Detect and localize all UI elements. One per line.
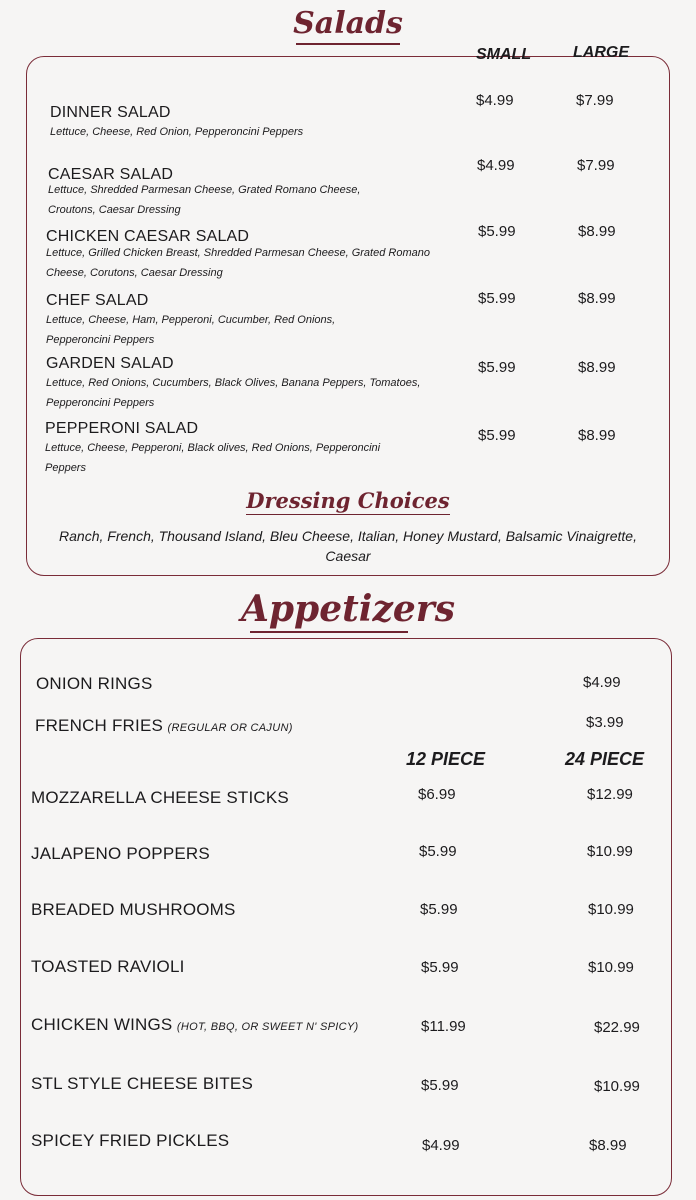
appetizer-name: ONION RINGS [36,674,153,693]
salad-description: Lettuce, Cheese, Pepperoni, Black olives, Red Onions, Pepperoncini Peppers [45,442,381,474]
salad-small-price: $5.99 [478,290,516,307]
salad-name: CHEF SALAD [46,292,149,309]
salads-title: Salads [0,6,696,41]
appetizer-name: STL STYLE CHEESE BITES [31,1074,254,1093]
appetizer-12-price: $4.99 [422,1137,460,1154]
appetizer-12-price: $5.99 [421,1077,459,1094]
salad-description: Lettuce, Shredded Parmesan Cheese, Grated Romano Cheese, Croutons, Caesar Dressing [48,184,361,216]
dressing-choices-title: Dressing Choices [246,488,450,513]
salad-small-price: $4.99 [476,92,514,109]
appetizer-name: BREADED MUSHROOMS [31,900,236,919]
salad-small-price: $5.99 [478,427,516,444]
appetizer-12-price: $11.99 [421,1018,466,1035]
appetizer-name: JALAPENO POPPERS [31,844,210,863]
salad-small-price: $5.99 [478,223,516,240]
salad-description: Lettuce, Red Onions, Cucumbers, Black Olives, Banana Peppers, Tomatoes, Pepperoncini Peppers [46,377,421,409]
appetizer-24-price: $10.99 [588,959,634,976]
salad-description: Lettuce, Cheese, Ham, Pepperoni, Cucumber, Red Onions, Pepperoncini Peppers [46,314,336,346]
salad-name: PEPPERONI SALAD [45,420,199,437]
appetizer-12-price: $5.99 [421,959,459,976]
salad-description: Lettuce, Cheese, Red Onion, Pepperoncini Peppers [50,126,304,138]
appetizer-24-price: $10.99 [594,1078,640,1095]
small-column-header: SMALL [476,46,532,63]
appetizer-price: $3.99 [586,714,624,731]
salad-name: DINNER SALAD [50,104,171,121]
appetizer-12-price: $5.99 [420,901,458,918]
salad-small-price: $5.99 [478,359,516,376]
dressing-choices-list: Ranch, French, Thousand Island, Bleu Cheese, Italian, Honey Mustard, Balsamic Vinaigrette, Caesar [59,528,637,564]
appetizer-24-price: $22.99 [594,1019,640,1036]
appetizer-note: (REGULAR OR CAJUN) [167,722,293,734]
appetizer-24-price: $8.99 [589,1137,627,1154]
salad-name: GARDEN SALAD [46,355,174,372]
12-piece-column-header: 12 PIECE [406,749,486,769]
salad-large-price: $7.99 [577,157,615,174]
appetizer-12-price: $5.99 [419,843,457,860]
salad-large-price: $8.99 [578,427,616,444]
salad-large-price: $8.99 [578,290,616,307]
appetizer-24-price: $12.99 [587,786,633,803]
appetizer-name: FRENCH FRIES [35,716,164,735]
salad-description: Lettuce, Grilled Chicken Breast, Shredded Parmesan Cheese, Grated Romano Cheese, Corutons, Caesar Dressing [46,247,430,279]
appetizers-title: Appetizers [0,588,696,630]
salad-small-price: $4.99 [477,157,515,174]
salad-large-price: $7.99 [576,92,614,109]
appetizer-name: TOASTED RAVIOLI [31,957,185,976]
salad-name: CAESAR SALAD [48,166,174,183]
appetizer-name: SPICEY FRIED PICKLES [31,1131,230,1150]
appetizer-name: MOZZARELLA CHEESE STICKS [31,788,289,807]
salad-large-price: $8.99 [578,223,616,240]
large-column-header: LARGE [573,44,629,61]
appetizer-price: $4.99 [583,674,621,691]
appetizer-24-price: $10.99 [588,901,634,918]
appetizer-12-price: $6.99 [418,786,456,803]
24-piece-column-header: 24 PIECE [565,749,645,769]
appetizer-note: (HOT, BBQ, OR SWEET N' SPICY) [176,1021,359,1033]
appetizer-name: CHICKEN WINGS [31,1015,173,1034]
salad-large-price: $8.99 [578,359,616,376]
appetizer-24-price: $10.99 [587,843,633,860]
salad-name: CHICKEN CAESAR SALAD [46,228,250,245]
